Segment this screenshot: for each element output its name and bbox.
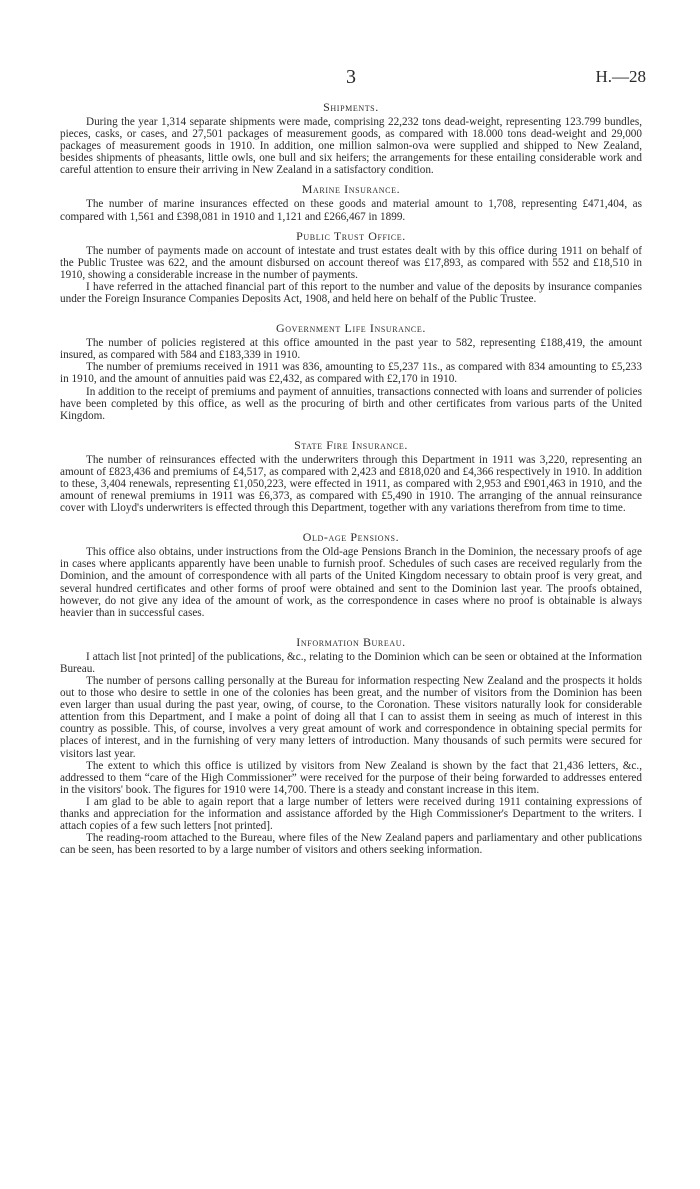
- paragraph: I have referred in the attached financial part of this report to the number and value of the deposits by insurance companies under the Foreign Insurance Companies Deposits Act, 1908, and held here on behalf of the Public Trustee.: [60, 280, 642, 306]
- page-header: [60, 66, 646, 92]
- section-heading: Old-age Pensions.: [302, 530, 400, 545]
- paragraph: The number of premiums received in 1911 was 836, amounting to £5,237 11s., as compared with 834 amounting to £5,233 in 1910, and the amount of annuities paid was £2,432, as compared with £2,170 in 1910.: [60, 361, 642, 386]
- section-heading: Government Life Insurance.: [276, 321, 426, 336]
- section-government-life-insurance: [60, 321, 642, 422]
- section-public-trust-office: [60, 229, 642, 305]
- paragraph: The extent to which this office is utilized by visitors from New Zealand is shown by the fact that 21,436 letters, &c., addressed to them “care of the High Commissioner” were received for the purpose of their being forwarded to addresses entered in the visitors' book. The figures for 1910 were 14,700. There is a steady and constant increase in this item.: [60, 759, 642, 796]
- document-page: [60, 66, 646, 857]
- paragraph: This office also obtains, under instructions from the Old-age Pensions Branch in the Dominion, the necessary proofs of age in cases where applicants apparently have been unable to furnish proof. Schedules of such cases are received regularly from the Dominion, and the amount of correspondence with all parts of the United Kingdom necessary to obtain proof is very great, and several hundred certificates and other forms of proof were obtained and sent to the Dominion last year. The proofs obtained, however, do not give any idea of the amount of work, as the correspondence in cases where no proof is obtainable is always heavier than in successful cases.: [60, 546, 642, 619]
- paragraph: The number of marine insurances effected on these goods and material amount to 1,708, representing £471,404, as compared with 1,561 and £398,081 in 1910 and 1,121 and £266,467 in 1899.: [60, 198, 642, 223]
- page-number: 3: [346, 66, 356, 88]
- paragraph: The number of persons calling personally at the Bureau for information respecting New Zealand and the prospects it holds out to those who desire to settle in one of the colonies has been great, and the number of visitors from the Dominion has been even larger than usual during the past year, owing, of course, to the Coronation. These visitors naturally look for considerable attention from this Department, and I make a point of doing all that I can to assist them in seeing as much of interest in this country as possible. This, of course, involves a very great amount of work and correspondence in obtaining special permits for places of interest, and in the furnishing of very many letters of introduction. Many thousands of such permits were secured for visitors last year.: [60, 675, 642, 760]
- paragraph: In addition to the receipt of premiums and payment of annuities, transactions connected with loans and surrender of policies have been completed by this office, as well as the procuring of birth and other certificates from various parts of the United Kingdom.: [60, 385, 642, 422]
- section-information-bureau: [60, 635, 642, 857]
- section-marine-insurance: [60, 182, 642, 222]
- section-heading: Information Bureau.: [296, 634, 406, 649]
- paragraph: The reading-room attached to the Bureau, where files of the New Zealand papers and parliamentary and other publications can be seen, has been resorted to by a large number of visitors and others seeking information.: [60, 832, 642, 857]
- paragraph: The number of reinsurances effected with the underwriters through this Department in 1911 was 3,220, representing an amount of £823,436 and premiums of £4,517, as compared with 2,423 and £818,020 and £4,366 respectively in 1910. In addition to these, 3,404 renewals, representing £1,050,223, were effected in 1911, as compared with 2,953 and £901,463 in 1910, and the amount of renewal premiums in 1911 was £6,373, as compared with £5,490 in 1910. The arranging of the annual reinsurance cover with Lloyd's underwriters is effected through this Department, together with any variations therefrom from time to time.: [60, 453, 642, 515]
- document-reference: H.—28: [595, 67, 646, 86]
- paragraph: The number of policies registered at this office amounted in the past year to 582, representing £188,419, the amount insured, as compared with 584 and £183,339 in 1910.: [60, 337, 642, 362]
- paragraph: During the year 1,314 separate shipments were made, comprising 22,232 tons dead-weight, representing 123.799 bundles, pieces, casks, or cases, and 27,501 packages of measurement goods, as compared with 18.000 tons dead-weight and 29,000 packages of measurement goods in 1910. In addition, one million salmon-ova were supplied and shipped to New Zealand, besides shipments of pheasants, little owls, one bull and six heifers; the arrangements for these entailing considerable work and careful attention to ensure their arriving in New Zealand in a satisfactory condition.: [60, 116, 642, 177]
- paragraph: I attach list [not printed] of the publications, &c., relating to the Dominion which can be seen or obtained at the Information Bureau.: [60, 650, 642, 675]
- section-heading: Marine Insurance.: [301, 182, 401, 197]
- section-heading: Shipments.: [323, 100, 379, 114]
- paragraph: The number of payments made on account of intestate and trust estates dealt with by this office during 1911 on behalf of the Public Trustee was 622, and the amount disbursed on account thereof was £17,893, as compared with 552 and £18,510 in 1910, showing a considerable increase in the number of payments.: [60, 244, 642, 281]
- section-shipments: [60, 100, 642, 176]
- section-old-age-pensions: [60, 530, 642, 619]
- section-heading: Public Trust Office.: [296, 228, 406, 243]
- section-heading: State Fire Insurance.: [294, 437, 408, 452]
- section-state-fire-insurance: [60, 438, 642, 514]
- paragraph: I am glad to be able to again report that a large number of letters were received during 1911 containing expressions of thanks and appreciation for the information and assistance afforded by the High Commissioner's Department to the writers. I attach copies of a few such letters [not printed].: [60, 795, 642, 833]
